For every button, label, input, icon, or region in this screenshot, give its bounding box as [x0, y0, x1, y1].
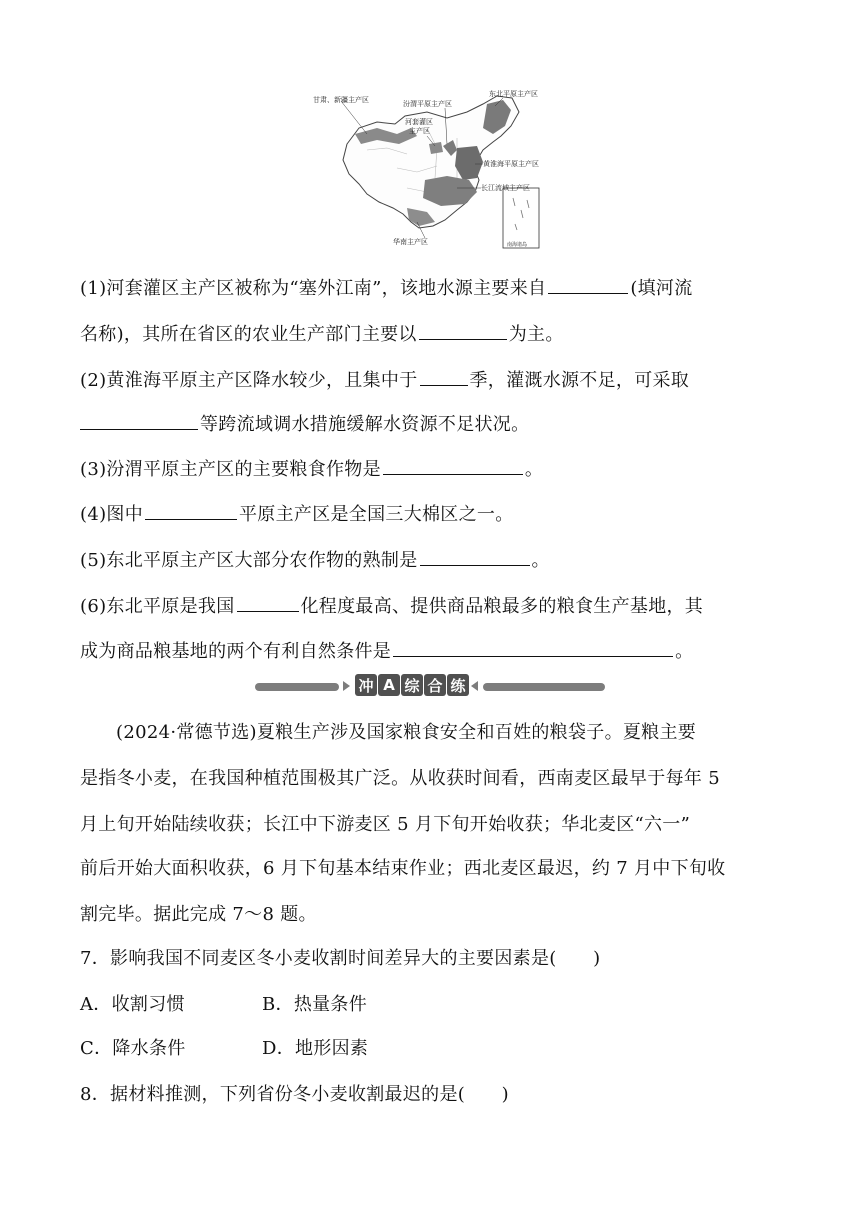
q5-text-a: (5)东北平原主产区大部分农作物的熟制是 — [80, 550, 418, 571]
q5-text-b: 。 — [531, 550, 550, 571]
label-hetao-1: 河套灌区 — [405, 118, 433, 126]
q6-text-c: 成为商品粮基地的两个有利自然条件是 — [80, 641, 392, 662]
label-huanghuaihai: 黄淮海平原主产区 — [483, 160, 539, 168]
q2-blank-season[interactable] — [420, 369, 468, 386]
banner-bar-left — [255, 683, 339, 691]
q2-line1 — [80, 366, 689, 392]
q3-line — [80, 455, 543, 481]
banner-char: 合 — [424, 674, 446, 696]
label-fenwei: 汾渭平原主产区 — [403, 100, 452, 108]
q8-stem: 8．据材料推测，下列省份冬小麦收割最迟的是( ) — [80, 1084, 509, 1105]
q5-line — [80, 546, 550, 572]
q1-blank-river[interactable] — [548, 277, 628, 294]
q7-option-d[interactable]: D．地形因素 — [262, 1038, 369, 1059]
q2-text-b: 季，灌溉水源不足，可采取 — [469, 370, 690, 391]
banner-char: 冲 — [355, 674, 377, 696]
q4-line — [80, 500, 514, 526]
material-line4: 前后开始大面积收获，6 月下旬基本结束作业；西北麦区最迟，约 7 月中下旬收 — [80, 858, 726, 879]
q3-text-b: 。 — [524, 459, 544, 480]
banner-char: A — [378, 674, 400, 696]
q3-blank-crop[interactable] — [383, 458, 523, 475]
material-line1: (2024·常德节选)夏粮生产涉及国家粮食安全和百姓的粮袋子。夏粮主要 — [116, 722, 697, 743]
material-line5: 割完毕。据此完成 7～8 题。 — [80, 904, 317, 925]
label-changjiang: 长江流域主产区 — [481, 184, 530, 192]
material-line2: 是指冬小麦，在我国种植范围极其广泛。从收获时间看，西南麦区最早于每年 5 — [80, 768, 720, 789]
label-gansu-xinjiang: 甘肃、新疆主产区 — [313, 96, 369, 104]
banner-char: 综 — [401, 674, 423, 696]
label-hetao-2: 主产区 — [409, 127, 430, 135]
q7-option-b[interactable]: B．热量条件 — [262, 994, 368, 1015]
q1-text-d: 为主。 — [508, 324, 564, 345]
q7-option-a[interactable]: A．收割习惯 — [80, 994, 185, 1015]
material-line3: 月上旬开始陆续收获；长江中下游麦区 5 月下旬开始收获；华北麦区“六一” — [80, 814, 691, 835]
grain-production-map — [307, 88, 551, 252]
q3-text-a: (3)汾渭平原主产区的主要粮食作物是 — [80, 459, 381, 480]
q1-text-a: (1)河套灌区主产区被称为“塞外江南”，该地水源主要来自 — [80, 278, 547, 299]
q1-blank-sector[interactable] — [419, 323, 507, 340]
section-banner — [255, 674, 605, 698]
banner-title — [355, 674, 469, 698]
q1-text-c: 名称)，其所在省区的农业生产部门主要以 — [80, 324, 417, 345]
banner-arrow-right-icon — [343, 681, 350, 691]
q4-text-b: 平原主产区是全国三大棉区之一。 — [239, 504, 514, 525]
q6-line1 — [80, 592, 703, 618]
q6-text-b: 化程度最高、提供商品粮最多的粮食生产基地，其 — [300, 596, 704, 617]
label-dongbei: 东北平原主产区 — [489, 90, 538, 98]
q6-text-a: (6)东北平原是我国 — [80, 596, 235, 617]
q1-text-b: (填河流 — [630, 278, 693, 299]
q6-blank-degree[interactable] — [237, 595, 299, 612]
q7-option-c[interactable]: C．降水条件 — [80, 1038, 186, 1059]
q2-text-c: 等跨流域调水措施缓解水资源不足状况。 — [200, 414, 530, 435]
banner-arrow-left-icon — [471, 681, 478, 691]
banner-bar-right — [483, 683, 605, 691]
q6-blank-conditions[interactable] — [393, 640, 673, 657]
banner-char: 练 — [447, 674, 469, 696]
label-huanan: 华南主产区 — [393, 238, 428, 246]
q1-line2 — [80, 320, 564, 346]
q7-stem: 7．影响我国不同麦区冬小麦收割时间差异大的主要因素是( ) — [80, 948, 601, 969]
q2-blank-measure[interactable] — [80, 413, 198, 430]
q2-line2 — [80, 410, 529, 436]
q6-line2 — [80, 637, 693, 663]
south-china-sea-inset — [503, 188, 539, 248]
q1-line1 — [80, 274, 693, 300]
q2-text-a: (2)黄淮海平原主产区降水较少，且集中于 — [80, 370, 418, 391]
q6-text-d: 。 — [675, 641, 694, 662]
q4-text-a: (4)图中 — [80, 504, 143, 525]
q5-blank-system[interactable] — [420, 549, 530, 566]
q4-blank-plain[interactable] — [145, 503, 237, 520]
label-nanhai: 南海诸岛 — [507, 242, 528, 248]
